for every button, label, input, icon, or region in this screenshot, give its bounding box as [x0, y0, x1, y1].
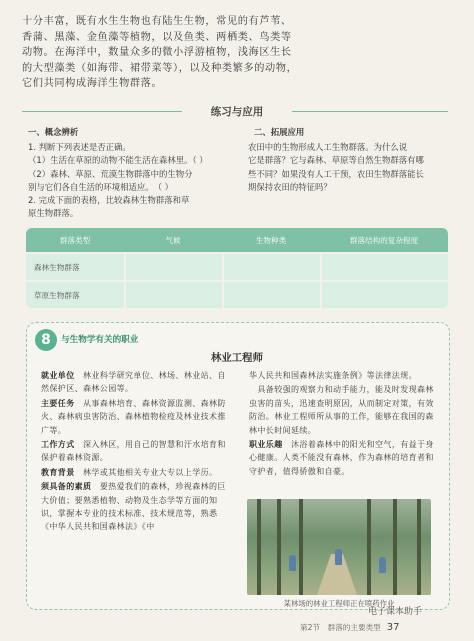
extension-line: 它是群落？它与森林、草原等自然生物群落有哪 — [248, 155, 424, 166]
career-label: 须具备的素质 — [41, 482, 92, 492]
tree-trunk — [257, 499, 261, 595]
career-paragraph — [249, 438, 435, 478]
career-box — [26, 322, 450, 610]
section-title: 练习与应用 — [210, 106, 264, 118]
concept-line: 2. 完成下面的表格，比较森林生物群落和草 — [28, 195, 190, 206]
extension-line: 农田中的生物形成人工生物群落。为什么说 — [248, 142, 408, 153]
table-row — [26, 280, 448, 308]
table-header-cell: 群落结构的复杂程度 — [320, 228, 448, 252]
career-label: 教育背景 — [41, 467, 75, 477]
concept-line: （1）生活在草原的动物不能生活在森林里。（ ） — [28, 155, 208, 166]
extension-line: 期保持农田的特征吗？ — [248, 181, 332, 192]
intro-line: 它们共同构成海洋生物群落。 — [22, 78, 163, 90]
career-label: 职业乐趣 — [249, 440, 283, 450]
intro-line: 十分丰富，既有水生生物也有陆生生物，常见的有芦苇、 — [22, 16, 292, 27]
page-footer — [300, 622, 400, 633]
career-paragraph — [41, 369, 229, 396]
intro-line: 动物。在海洋中，数量众多的微小浮游植物，浅海区生长 — [22, 47, 292, 59]
table-cell[interactable] — [222, 252, 320, 280]
intro-line: 的大型藻类（如海带、裙带菜等），以及种类繁多的动物， — [22, 62, 298, 74]
table-row-label: 草原生物群落 — [26, 280, 124, 308]
career-number-badge: 8 — [35, 329, 57, 351]
worker-figure — [289, 555, 296, 571]
table-header-cell: 气候 — [124, 228, 222, 252]
table-header-cell: 生物种类 — [222, 228, 320, 252]
career-left-column — [41, 369, 229, 535]
table-header-cell: 群落类型 — [26, 228, 124, 252]
table-cell[interactable] — [222, 280, 320, 308]
tree-trunk — [299, 499, 303, 595]
divider-left — [22, 111, 182, 112]
intro-paragraph — [22, 14, 322, 92]
extension-heading: 二、拓展应用 — [254, 127, 305, 137]
page-number: 37 — [386, 622, 400, 633]
tree-trunk — [393, 499, 397, 595]
worker-figure — [335, 549, 342, 565]
worker-figure — [379, 557, 386, 573]
photo-caption: 某林场的林业工程师正在喷药作业 — [283, 599, 395, 608]
comparison-table — [26, 228, 448, 308]
table-row-label: 森林生物群落 — [26, 252, 124, 280]
table-cell[interactable] — [124, 280, 222, 308]
extension-line: 些不同？如果没有人工干预，农田生物群落能长 — [248, 168, 424, 179]
career-paragraph — [41, 480, 229, 534]
career-text: 林学或其他相关专业大专以上学历。 — [83, 467, 218, 477]
table-cell[interactable] — [320, 280, 448, 308]
career-paragraph — [249, 369, 435, 382]
intro-line: 香蒲、黑藻、金鱼藻等植物，以及鱼类、两栖类、鸟类等 — [22, 31, 292, 43]
table-row — [26, 252, 448, 280]
divider-right — [292, 111, 448, 112]
forest-worker-photo — [247, 499, 431, 595]
career-right-column — [249, 369, 435, 479]
concept-line: 1. 判断下列表述是否正确。 — [28, 142, 131, 153]
career-text: 要热爱我们的森林，珍视森林的巨大价值；要熟悉植物、动物及生态学等方面的知识，掌握本专业的技术标准、技术规范等，熟悉《中华人民共和国森林法》《中 — [41, 482, 226, 532]
concept-heading: 一、概念辨析 — [28, 127, 79, 137]
tree-trunk — [277, 499, 281, 595]
career-paragraph — [41, 438, 229, 465]
concept-section — [28, 126, 238, 220]
career-paragraph — [41, 397, 229, 437]
career-paragraph — [249, 383, 435, 437]
table-cell[interactable] — [124, 252, 222, 280]
job-title: 林业工程师 — [211, 352, 263, 364]
career-text: 深入林区，用自己的智慧和汗水培育和保护着森林资源。 — [41, 440, 226, 463]
career-paragraph — [41, 466, 229, 479]
table-header-row — [26, 228, 448, 252]
career-label: 主要任务 — [41, 398, 75, 408]
watermark: 电子课本助手 — [368, 607, 423, 617]
career-text: 从事森林培育、森林资源监测、森林防火、森林病虫害防治、森林植物检疫及林业技术推广等。 — [41, 398, 226, 435]
concept-line: （2）森林、草原、荒漠生物群落中的生物分 — [28, 168, 193, 179]
footer-section: 第2节 群落的主要类型 — [300, 623, 381, 632]
career-label: 就业单位 — [41, 371, 75, 380]
career-text: 林业科学研究单位、林场、林业站、自然保护区、森林公园等。 — [41, 371, 226, 394]
career-section-label: 与生物学有关的职业 — [61, 335, 139, 345]
career-text: 沐浴着森林中的阳光和空气，有益于身心健康。人类不能没有森林，作为森林的培育者和守护者，值得骄傲和自豪。 — [249, 440, 434, 476]
section-header-practice — [22, 104, 448, 118]
table-cell[interactable] — [320, 252, 448, 280]
extension-section — [248, 126, 448, 194]
concept-line: 原生物群落。 — [28, 208, 79, 219]
tree-trunk — [367, 499, 371, 595]
career-label: 工作方式 — [41, 440, 75, 450]
career-text: 具备较强的观察力和动手能力，能及时发现森林虫害的苗头，迅速查明原因，从而制定对策，有效防治。林业工程师所从事的工作，能够在我国的森林中长时间延续。 — [249, 385, 434, 435]
tree-trunk — [417, 499, 421, 595]
career-text: 华人民共和国森林法实施条例》等法律法规。 — [249, 371, 417, 380]
concept-line: 别与它们各自生活的环境相适应。 （ ） — [28, 181, 174, 192]
